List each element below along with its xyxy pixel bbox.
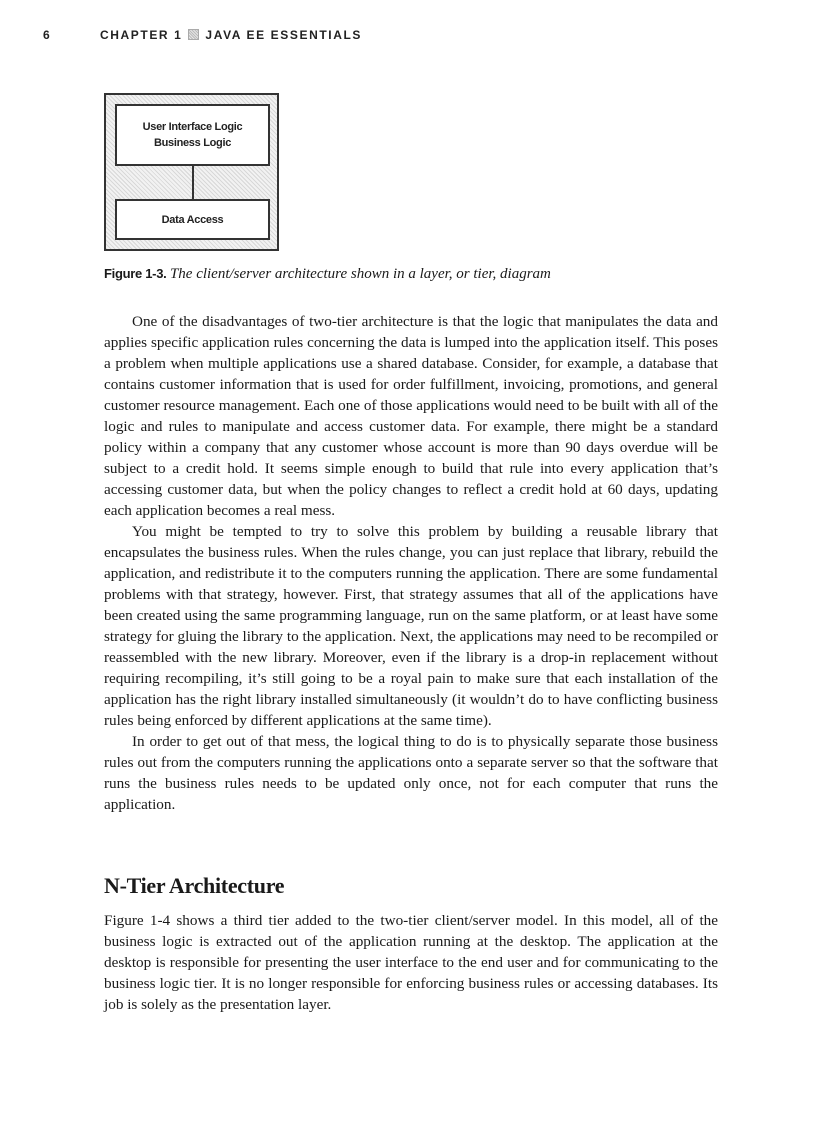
section-heading: N-Tier Architecture (104, 873, 285, 898)
section-body (104, 311, 718, 815)
paragraph: Figure 1-4 shows a third tier added to the two-tier client/server model. In this model, all of the business logic is extracted out of the application running at the desktop. The application at the desktop is responsible for presenting the user interface to the end user and for communicating to the business logic tier. It is no longer responsible for enforcing business rules or accessing databases. Its job is solely as the presentation layer. (104, 912, 718, 1013)
gray-square-icon (188, 29, 199, 40)
tier-diagram (104, 93, 279, 251)
paragraph: In order to get out of that mess, the logical thing to do is to physically separate those business rules out from the computers running the applications onto a separate server so that the software that runs the business rules needs to be updated only once, not for each computer that runs the application. (104, 733, 718, 813)
section-body (104, 910, 718, 1015)
paragraph: You might be tempted to try to solve this problem by building a reusable library that encapsulates the business rules. When the rules change, you can just replace that library, rebuild the application, and redistribute it to the computers running the application. There are some fundamental problems with that strategy, however. First, that strategy assumes that all of the applications have been created using the same programming language, run on the same platform, or at least have some strategy for gluing the library to the application. Next, the applications may need to be recompiled or reassembled with the new library. Moreover, even if the library is a drop-in replacement without requiring recompiling, it’s still going to be a royal pain to make sure that each installation of the application has the right library installed simultaneously (it wouldn’t do to have conflicting business rules being enforced by different applications at the same time). (104, 523, 718, 729)
caption-label: Figure 1-3. (104, 266, 167, 281)
page-number: 6 (43, 28, 52, 42)
tier-connector-line (192, 166, 194, 199)
caption-text: The client/server architecture shown in a layer, or tier, diagram (169, 266, 551, 282)
running-head (100, 28, 362, 42)
ui-business-logic-box (115, 104, 270, 166)
chapter-label: CHAPTER 1 (100, 28, 183, 42)
paragraph: One of the disadvantages of two-tier architecture is that the logic that manipulates the data and applies specific application rules concerning the data is lumped into the application itself. This poses a problem when multiple applications use a shared database. Consider, for example, a database that contains customer information that is used for order fulfillment, invoicing, promotions, and general customer resource management. Each one of those applications would need to be built with all of the logic and rules to manipulate and access customer data. For example, there might be a standard policy within a company that any customer whose account is more than 90 days overdue will be subject to a credit hold. It seems simple enough to build that rule into every application that’s accessing customer data, but when the policy changes to reflect a credit hold at 60 days, updating each application becomes a real mess. (104, 313, 718, 519)
data-access-label: Data Access (161, 213, 224, 226)
data-access-box (115, 199, 270, 240)
running-header (0, 28, 816, 48)
figure-caption (104, 266, 551, 283)
chapter-title: JAVA EE ESSENTIALS (205, 28, 363, 42)
ui-logic-label: User Interface Logic (142, 121, 243, 133)
business-logic-label: Business Logic (153, 137, 232, 149)
